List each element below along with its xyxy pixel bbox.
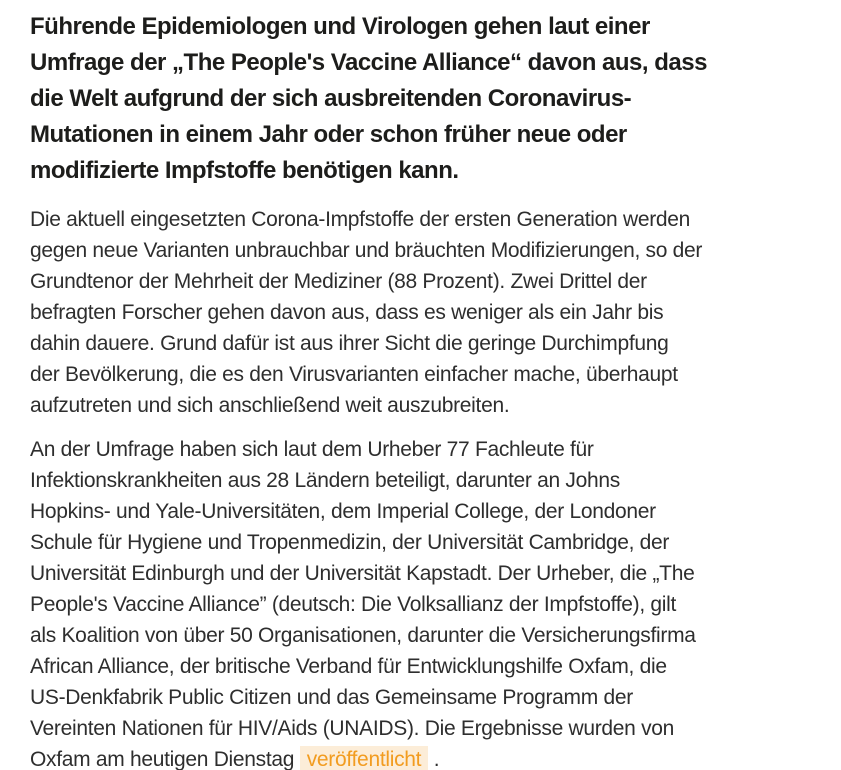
text-line: An der Umfrage haben sich laut dem Urheber 77 Fachleute für	[30, 438, 594, 461]
last-line-after-link: .	[428, 748, 440, 770]
paragraph-survey-results	[30, 204, 821, 421]
text-line: Schule für Hygiene und Tropenmedizin, der Universität Cambridge, der	[30, 531, 670, 554]
text-line	[30, 746, 439, 770]
text-line: Grundtenor der Mehrheit der Mediziner (88 Prozent). Zwei Drittel der	[30, 270, 647, 293]
text-line: als Koalition von über 50 Organisationen, darunter die Versicherungsfirma	[30, 624, 696, 647]
text-line: die Welt aufgrund der sich ausbreitenden Coronavirus-	[30, 85, 632, 112]
text-line: modifizierte Impfstoffe benötigen kann.	[30, 157, 459, 184]
text-line: Mutationen in einem Jahr oder schon früher neue oder	[30, 121, 627, 148]
text-line: Vereinten Nationen für HIV/Aids (UNAIDS). Die Ergebnisse wurden von	[30, 717, 675, 740]
text-line: African Alliance, der britische Verband für Entwicklungshilfe Oxfam, die	[30, 655, 667, 678]
text-line: Universität Edinburgh und der Universität Kapstadt. Der Urheber, die „The	[30, 562, 695, 585]
article-headline	[30, 9, 821, 189]
text-line: gegen neue Varianten unbrauchbar und bräuchten Modifizierungen, so der	[30, 239, 703, 262]
text-line: Führende Epidemiologen und Virologen gehen laut einer	[30, 13, 650, 40]
text-line: US-Denkfabrik Public Citizen und das Gemeinsame Programm der	[30, 686, 633, 709]
text-line: aufzutreten und sich anschließend weit auszubreiten.	[30, 394, 510, 417]
text-line: der Bevölkerung, die es den Virusvarianten einfacher mache, überhaupt	[30, 363, 678, 386]
text-line: Hopkins- und Yale-Universitäten, dem Imperial College, der Londoner	[30, 500, 656, 523]
text-line: Infektionskrankheiten aus 28 Ländern beteiligt, darunter an Johns	[30, 469, 620, 492]
text-line: Umfrage der „The People's Vaccine Alliance“ davon aus, dass	[30, 49, 707, 76]
text-line: Die aktuell eingesetzten Corona-Impfstoffe der ersten Generation werden	[30, 208, 691, 231]
paragraph-survey-participants	[30, 434, 821, 770]
text-line: befragten Forscher gehen davon aus, dass es weniger als ein Jahr bis	[30, 301, 664, 324]
text-line: People's Vaccine Alliance” (deutsch: Die Volksallianz der Impfstoffe), gilt	[30, 593, 677, 616]
text-line: dahin dauere. Grund dafür ist aus ihrer Sicht die geringe Durchimpfung	[30, 332, 669, 355]
last-line-before-link: Oxfam am heutigen Dienstag	[30, 748, 300, 770]
veroeffentlicht-link[interactable]: veröffentlicht	[300, 746, 428, 770]
